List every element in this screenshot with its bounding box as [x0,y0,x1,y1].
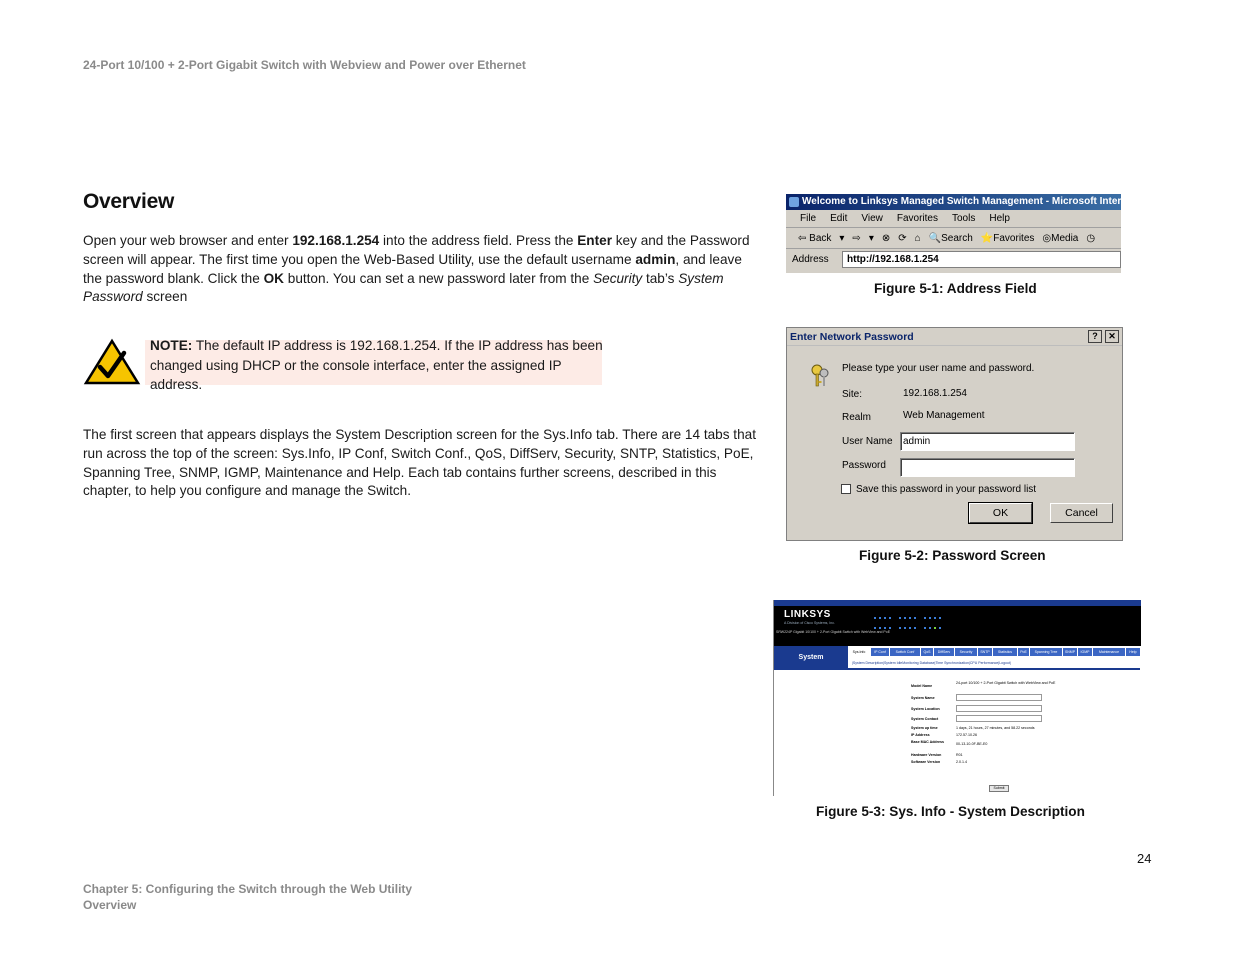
refresh-icon[interactable]: ⟳ [898,233,907,244]
browser-address-figure [786,194,1180,273]
enter-key-text: Enter [577,233,612,248]
admin-text: admin [635,251,676,267]
tab-sysinfo[interactable]: Sys.Info [848,648,870,657]
forward-button[interactable]: ⇨ [852,233,861,244]
section-title: Overview [83,190,174,213]
device-line: SRW224P Gigabit 10/100 + 2-Port Gigabit Switch with WebView and PoE [776,630,891,634]
ie-icon [789,197,799,207]
para1-text: button. You can set a new password later from the [283,270,594,286]
note-label: NOTE: [150,338,193,353]
row-value: 2.0.1.4 [956,760,967,764]
tab-maintenance[interactable]: Maintenance [1093,648,1125,656]
ok-button[interactable]: OK [969,503,1032,523]
keys-icon [809,363,831,389]
tab-switchconf[interactable]: Switch Conf [890,648,920,656]
tab-spanningtree[interactable]: Spanning Tree [1030,648,1062,656]
back-button[interactable]: ⇦ Back [798,233,832,244]
close-button[interactable]: ✕ [1105,330,1119,343]
linksys-logo: LINKSYS [784,609,831,620]
footer-section: Overview [83,898,137,912]
browser-toolbar [786,228,1121,249]
ip-address-text: 192.168.1.254 [292,233,380,248]
dialog-title: Enter Network Password [790,331,914,343]
tab-igmp[interactable]: IGMP [1078,648,1092,656]
back-dropdown-icon[interactable]: ▾ [839,233,845,244]
para1-text: screen [142,289,188,305]
row-label: Model Name [911,684,933,688]
dialog-titlebar [787,328,1122,346]
dialog-prompt: Please type your user name and password. [842,363,1035,374]
browser-addressbar [786,249,1121,271]
media-button[interactable]: ◎Media [1042,233,1079,244]
username-field[interactable]: admin [900,432,1075,451]
security-text: Security [593,270,643,286]
para1-text: Open your web browser and enter [83,233,293,248]
tab-statistics[interactable]: Statistics [993,648,1017,656]
tab-qos[interactable]: QoS [921,648,933,656]
save-password-checkbox[interactable] [841,484,851,494]
realm-value: Web Management [903,410,985,421]
stop-icon[interactable]: ⊗ [881,233,891,244]
menu-favorites[interactable]: Favorites [896,213,938,224]
save-password-label: Save this password in your password list [856,484,1037,495]
history-icon[interactable]: ◷ [1086,233,1096,244]
note-text [150,336,610,395]
ok-text: OK [263,270,284,286]
menu-file[interactable]: File [800,213,817,224]
para1-text: key and the Password screen will appear. The first time you open the Web-Based Utility, use the default username [83,233,750,267]
para1-text: , and leave the password blank. Click the [83,251,742,286]
row-label: System Name [911,696,935,700]
tab-poe[interactable]: PoE [1018,648,1029,656]
tabs-paragraph: The first screen that appears displays the System Description screen for the Sys.Info tab. There are 14 tabs that run across the top of the screen: Sys.Info, IP Conf, Switch Conf., QoS, DiffServ, Security, SNTP, Statistics, PoE, Spanning Tree, SNMP, IGMP, Maintenance and Help. Each tab contains further screens, described in this chapter, to help you configure and manage the Switch. [83,427,756,499]
tab-diffserv[interactable]: DiffServ [934,648,954,656]
site-value: 192.168.1.254 [903,388,967,399]
system-name-input[interactable] [956,694,1042,701]
checkmark-warning-icon [84,339,140,385]
tab-snmp[interactable]: SNMP [1064,650,1076,654]
para1-text: tab’s [642,270,679,286]
row-label: System up time [911,726,938,730]
linksys-logo-sub: A Division of Cisco Systems, Inc. [784,621,835,625]
para1-text: into the address field. Press the [379,233,578,248]
password-field[interactable] [900,458,1075,477]
intro-paragraph [83,232,761,307]
figure-caption: Figure 5-2: Password Screen [859,548,1046,563]
forward-dropdown-icon[interactable]: ▾ [868,233,874,244]
row-label: System Contact [911,717,939,721]
system-contact-input[interactable] [956,715,1042,722]
note-body: The default IP address is 192.168.1.254. If the IP address has been changed using DHCP or the console interface, enter the assigned IP address. [150,338,603,392]
footer-chapter: Chapter 5: Configuring the Switch through the Web Utility [83,882,413,896]
figure-caption: Figure 5-3: Sys. Info - System Description [816,804,1085,819]
row-label: Hardware Version [911,753,942,757]
nav-system[interactable]: System [774,646,848,670]
browser-title: Welcome to Linksys Managed Switch Management - Microsoft Internet Explorer [802,196,1180,207]
username-label: User Name [842,436,893,447]
port-leds [874,614,964,638]
home-icon[interactable]: ⌂ [914,233,921,244]
row-value: R01 [956,753,963,757]
favorites-button[interactable]: ⭐Favorites [980,233,1035,244]
site-label: Site: [842,389,863,400]
search-button[interactable]: 🔍Search [928,233,973,244]
sysinfo-figure [773,600,1140,796]
row-label: Software Version [911,760,941,764]
address-input[interactable]: http://192.168.1.254 [842,251,1121,268]
help-button[interactable]: ? [1088,330,1102,343]
menu-help[interactable]: Help [989,213,1010,224]
row-label: System Location [911,707,940,711]
system-password-text: System Password [83,270,724,305]
row-value: 00-13-10-0F-BE-E0 [956,742,988,746]
page-number: 24 [1137,851,1152,866]
sysinfo-subtabs[interactable]: |System Description|System IdleMonitoring Database|Time Synchronization|CPU Performance|Logout| [848,657,1140,670]
menu-tools[interactable]: Tools [951,213,976,224]
submit-button[interactable]: Submit [989,785,1009,792]
password-dialog-figure [786,327,1123,541]
realm-label: Realm [842,412,871,423]
row-value: 172.57.10.26 [956,733,977,737]
browser-titlebar [786,194,1180,210]
menu-view[interactable]: View [861,213,883,224]
row-value: 1 days, 21 hours, 27 minutes, and 58.22 seconds [956,726,1035,730]
footer [83,881,412,913]
row-value: 24-port 10/100 + 2-Port Gigabit Switch with WebView and PoE [956,681,1056,685]
tab-sntp[interactable]: SNTP [978,648,992,656]
row-label: Base MAC Address [911,740,945,744]
cancel-button[interactable]: Cancel [1050,503,1113,523]
menu-edit[interactable]: Edit [830,213,848,224]
running-head: 24-Port 10/100 + 2-Port Gigabit Switch with Webview and Power over Ethernet [83,58,526,72]
tab-help[interactable]: Help [1126,648,1140,656]
row-label: IP Address [911,733,930,737]
sysinfo-tabs [848,648,1140,657]
system-location-input[interactable] [956,705,1042,712]
sysinfo-topline [774,600,1141,606]
tab-ipconf[interactable]: IP Conf [871,648,889,656]
password-label: Password [842,460,886,471]
browser-menubar [786,210,1121,228]
address-label: Address [792,254,829,265]
figure-caption: Figure 5-1: Address Field [874,281,1037,296]
tab-security[interactable]: Security [955,648,977,656]
